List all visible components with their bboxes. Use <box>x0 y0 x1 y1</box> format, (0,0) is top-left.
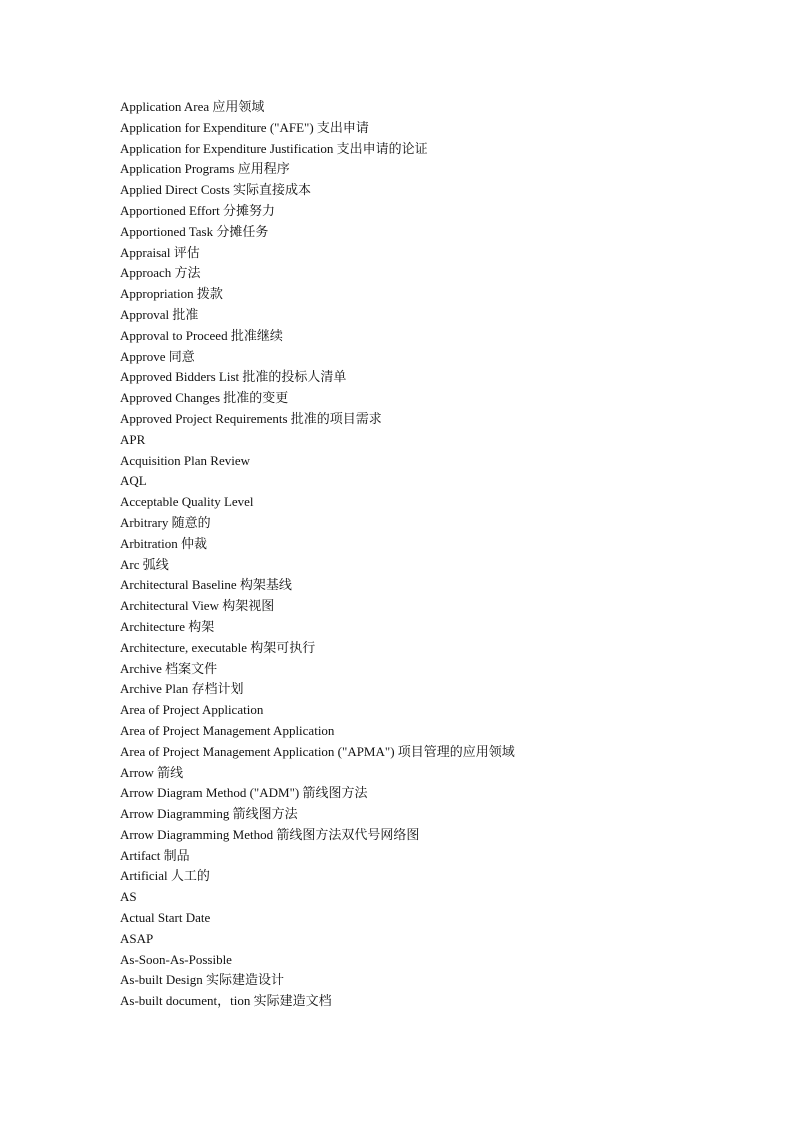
glossary-entry: Approval 批准 <box>120 306 199 322</box>
glossary-entry: Area of Project Management Application ("APMA") 项目管理的应用领域 <box>120 743 515 759</box>
glossary-entry: Arrow Diagram Method ("ADM") 箭线图方法 <box>120 785 368 801</box>
glossary-entry: Applied Direct Costs 实际直接成本 <box>120 182 312 198</box>
glossary-entry: Application Area 应用领域 <box>120 99 265 114</box>
glossary-entry: Arrow 箭线 <box>120 764 184 780</box>
glossary-entry: Arbitrary 随意的 <box>120 514 211 530</box>
glossary-entry: Appropriation 拨款 <box>120 286 223 302</box>
glossary-entry: Area of Project Management Application <box>120 722 335 738</box>
glossary-entry: Acceptable Quality Level <box>120 494 254 510</box>
glossary-entry: Apportioned Task 分摊任务 <box>120 223 269 239</box>
glossary-entry: Approve 同意 <box>120 348 195 364</box>
glossary-entry: Arbitration 仲裁 <box>120 535 208 551</box>
glossary-entry: Approval to Proceed 批准继续 <box>120 327 283 343</box>
glossary-entry: Approach 方法 <box>120 265 201 281</box>
glossary-entry: Archive 档案文件 <box>120 660 218 676</box>
glossary-entry: Apportioned Effort 分摊努力 <box>120 202 276 218</box>
glossary-entry: Arrow Diagramming Method 箭线图方法双代号网络图 <box>120 826 420 842</box>
glossary-entry: Application Programs 应用程序 <box>120 161 290 177</box>
glossary-entry: Acquisition Plan Review <box>120 452 250 468</box>
glossary-entry: Area of Project Application <box>120 702 264 718</box>
glossary-entry: As-built document，tion 实际建造文档 <box>120 993 332 1009</box>
glossary-entry: As-built Design 实际建造设计 <box>120 972 284 988</box>
glossary-entry: Architecture, executable 构架可执行 <box>120 639 316 655</box>
glossary-entry: APR <box>120 431 146 447</box>
glossary-entry: Archive Plan 存档计划 <box>120 681 244 697</box>
glossary-entry: Arc 弧线 <box>120 556 169 572</box>
glossary-entry: Approved Bidders List 批准的投标人清单 <box>120 369 347 385</box>
glossary-entry: Artifact 制品 <box>120 847 190 863</box>
glossary-entry: AQL <box>120 473 147 489</box>
glossary-entry: AS <box>120 889 137 905</box>
glossary-entry: Appraisal 评估 <box>120 244 200 260</box>
glossary-entry: ASAP <box>120 930 154 946</box>
glossary-list <box>120 97 515 1012</box>
glossary-entry: Approved Project Requirements 批准的项目需求 <box>120 410 382 426</box>
glossary-entry: As-Soon-As-Possible <box>120 951 232 967</box>
glossary-entry: Artificial 人工的 <box>120 868 210 884</box>
glossary-entry: Application for Expenditure ("AFE") 支出申请 <box>120 119 369 135</box>
glossary-entry: Architectural Baseline 构架基线 <box>120 577 292 593</box>
glossary-entry: Actual Start Date <box>120 910 211 926</box>
glossary-entry: Application for Expenditure Justification 支出申请的论证 <box>120 140 428 156</box>
glossary-entry: Architecture 构架 <box>120 618 215 634</box>
glossary-entry: Architectural View 构架视图 <box>120 598 275 614</box>
glossary-entry: Arrow Diagramming 箭线图方法 <box>120 806 298 822</box>
glossary-entry: Approved Changes 批准的变更 <box>120 390 289 406</box>
